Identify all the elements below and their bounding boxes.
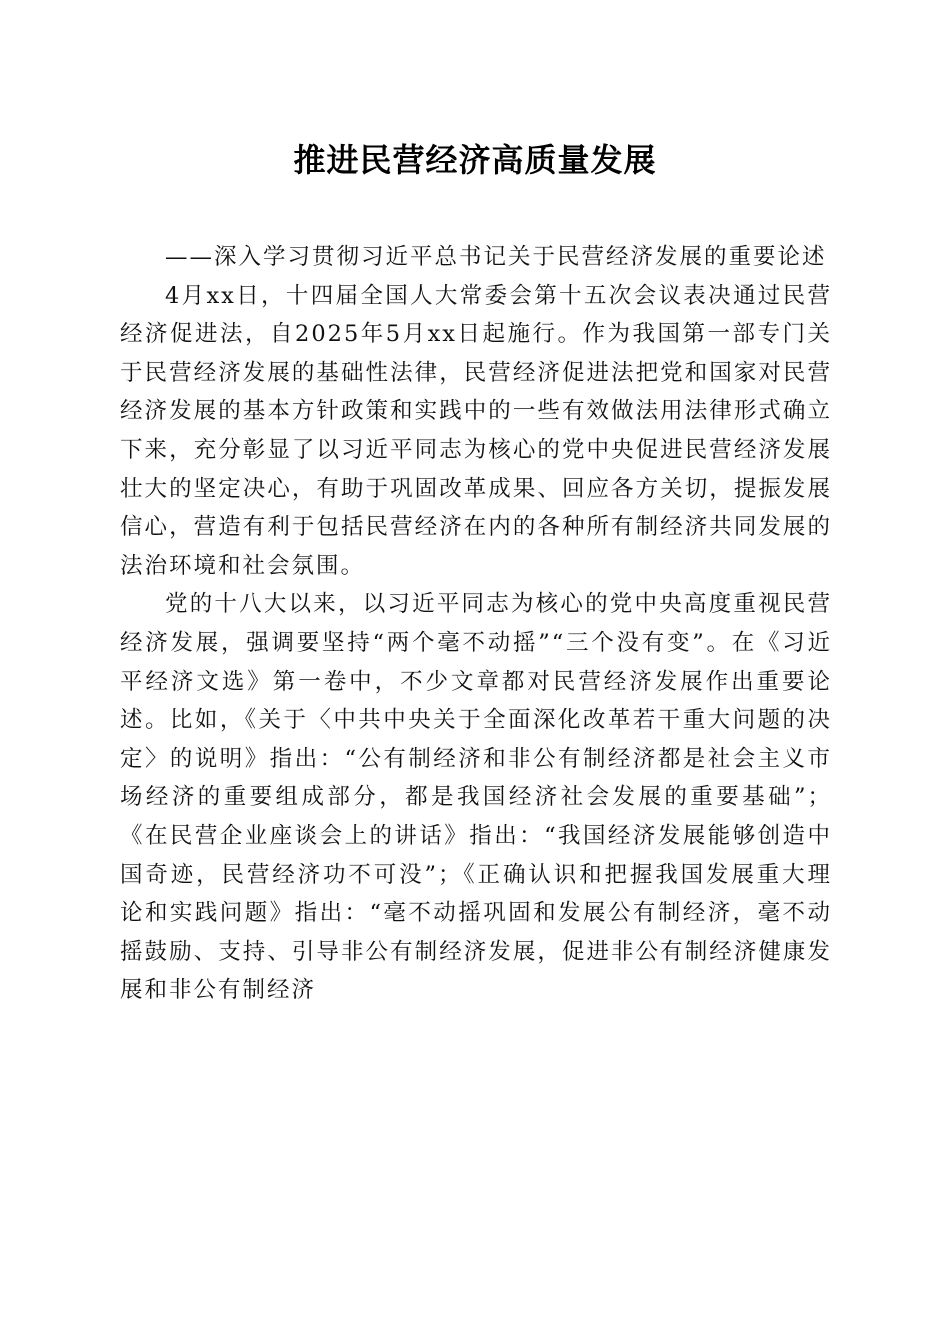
paragraph: 党的十八大以来，以习近平同志为核心的党中央高度重视民营经济发展，强调要坚持“两个毫不动摇”“三个没有变”。在《习近平经济文选》第一卷中，不少文章都对民营经济发展作出重要论述。比如，《关于〈中共中央关于全面深化改革若干重大问题的决定〉的说明》指出：“公有制经济和非公有制经济都是社会主义市场经济的重要组成部分，都是我国经济社会发展的重要基础”；《在民营企业座谈会上的讲话》指出：“我国经济发展能够创造中国奇迹，民营经济功不可没”；《正确认识和把握我国发展重大理论和实践问题》指出：“毫不动摇巩固和发展公有制经济，毫不动摇鼓励、支持、引导非公有制经济发展，促进非公有制经济健康发展和非公有制经济: [120, 591, 832, 1004]
document-body: [120, 238, 832, 1010]
paragraph: 4月xx日，十四届全国人大常委会第十五次会议表决通过民营经济促进法，自2025年5月xx日起施行。作为我国第一部专门关于民营经济发展的基础性法律，民营经济促进法把党和国家对民营经济发展的基本方针政策和实践中的一些有效做法用法律形式确立下来，充分彰显了以习近平同志为核心的党中央促进民营经济发展壮大的坚定决心，有助于巩固改革成果、回应各方关切，提振发展信心，营造有利于包括民营经济在内的各种所有制经济共同发展的法治环境和社会氛围。: [120, 282, 832, 579]
document-title: 推进民营经济高质量发展: [293, 141, 657, 179]
document-subtitle: ——深入学习贯彻习近平总书记关于民营经济发展的重要论述: [165, 244, 827, 270]
